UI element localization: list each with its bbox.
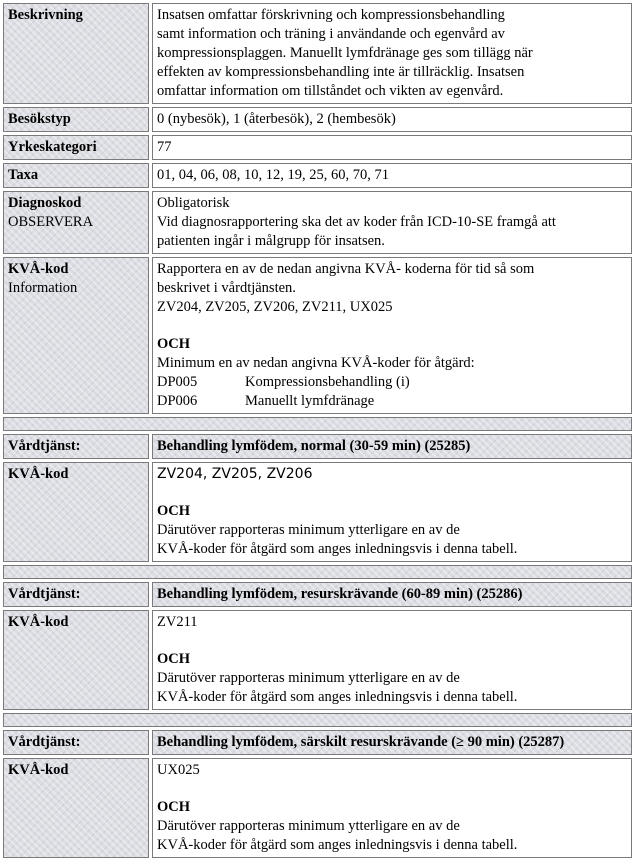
- beskrivning-label: Beskrivning: [3, 3, 149, 104]
- service-codes: ZV204, ZV205, ZV206: [157, 466, 313, 482]
- service-kva-row: [3, 610, 632, 710]
- service-title: Behandling lymfödem, resurskrävande (60-89 min) (25286): [152, 582, 632, 607]
- kva-info-och: OCH: [157, 336, 191, 352]
- service-kva-value: [152, 462, 632, 562]
- kva-info-och-text: Minimum en av nedan angivna KVÅ-koder för åtgärd:: [157, 355, 475, 371]
- kva-info-line: ZV204, ZV205, ZV206, ZV211, UX025: [157, 299, 393, 315]
- row-beskrivning: [3, 3, 632, 104]
- service-title: Behandling lymfödem, särskilt resurskrävande (≥ 90 min) (25287): [152, 730, 632, 755]
- service-och: OCH: [157, 651, 191, 667]
- besokstyp-value: 0 (nybesök), 1 (återbesök), 2 (hembesök): [152, 107, 632, 132]
- diagnoskod-title: Diagnoskod: [8, 195, 82, 211]
- service-kva-label: KVÅ-kod: [3, 610, 149, 710]
- service-line: Därutöver rapporteras minimum ytterligare en av de: [157, 522, 460, 538]
- yrkeskategori-value: 77: [152, 135, 632, 160]
- diagnoskod-line: patienten ingår i målgrupp för insatsen.: [157, 233, 385, 249]
- service-och: OCH: [157, 799, 191, 815]
- spacer-cell: [3, 417, 632, 431]
- service-och: OCH: [157, 503, 191, 519]
- service-kva-label: KVÅ-kod: [3, 758, 149, 858]
- row-kva-info: [3, 257, 632, 414]
- kva-info-label: [3, 257, 149, 414]
- service-kva-label: KVÅ-kod: [3, 462, 149, 562]
- service-label: Vårdtjänst:: [3, 434, 149, 459]
- beskrivning-line: effekten av kompressionsbehandling inte är tillräcklig. Insatsen: [157, 64, 525, 80]
- service-label: Vårdtjänst:: [3, 730, 149, 755]
- kva-info-line: Rapportera en av de nedan angivna KVÅ- koderna för tid så som: [157, 261, 535, 277]
- kva-info-title: KVÅ-kod: [8, 261, 69, 277]
- service-line: KVÅ-koder för åtgärd som anges inledningsvis i denna tabell.: [157, 541, 518, 557]
- service-codes: UX025: [157, 762, 200, 778]
- beskrivning-line: Insatsen omfattar förskrivning och kompressionsbehandling: [157, 7, 505, 23]
- row-besokstyp: [3, 107, 632, 132]
- besokstyp-label: Besökstyp: [3, 107, 149, 132]
- service-kva-row: [3, 758, 632, 858]
- beskrivning-line: samt information och träning i användande och egenvård av: [157, 26, 505, 42]
- service-header-row: [3, 730, 632, 755]
- beskrivning-line: omfattar information om tillståndet och vikten av egenvård.: [157, 83, 504, 99]
- yrkeskategori-label: Yrkeskategori: [3, 135, 149, 160]
- service-header-row: [3, 434, 632, 459]
- row-yrkeskategori: [3, 135, 632, 160]
- diagnoskod-line: Vid diagnosrapportering ska det av koder från ICD-10-SE framgå att: [157, 214, 556, 230]
- spacer-row: [3, 565, 632, 579]
- service-label: Vårdtjänst:: [3, 582, 149, 607]
- spacer-cell: [3, 565, 632, 579]
- kva-code-row: [157, 373, 627, 392]
- beskrivning-value: [152, 3, 632, 104]
- diagnoskod-label: [3, 191, 149, 254]
- row-diagnoskod: [3, 191, 632, 254]
- row-taxa: [3, 163, 632, 188]
- kva-code-row: [157, 392, 627, 411]
- service-codes: ZV211: [157, 614, 198, 630]
- kva-info-sublabel: Information: [8, 280, 78, 296]
- diagnoskod-line: Obligatorisk: [157, 195, 230, 211]
- kva-info-value: [152, 257, 632, 414]
- service-line: Därutöver rapporteras minimum ytterligare en av de: [157, 818, 460, 834]
- taxa-label: Taxa: [3, 163, 149, 188]
- beskrivning-line: kompressionsplaggen. Manuellt lymfdränage ges som tillägg när: [157, 45, 533, 61]
- kva-code-desc: Kompressionsbehandling (i): [245, 374, 410, 390]
- kva-code: DP006: [157, 393, 198, 409]
- spacer-row: [3, 417, 632, 431]
- kva-code: DP005: [157, 374, 198, 390]
- service-header-row: [3, 582, 632, 607]
- kva-code-desc: Manuellt lymfdränage: [245, 393, 375, 409]
- service-kva-value: [152, 610, 632, 710]
- service-line: Därutöver rapporteras minimum ytterligare en av de: [157, 670, 460, 686]
- diagnoskod-value: [152, 191, 632, 254]
- service-line: KVÅ-koder för åtgärd som anges inledningsvis i denna tabell.: [157, 837, 518, 853]
- service-kva-row: [3, 462, 632, 562]
- service-kva-value: [152, 758, 632, 858]
- spacer-cell: [3, 713, 632, 727]
- service-title: Behandling lymfödem, normal (30-59 min) (25285): [152, 434, 632, 459]
- taxa-value: 01, 04, 06, 08, 10, 12, 19, 25, 60, 70, 71: [152, 163, 632, 188]
- spacer-row: [3, 713, 632, 727]
- kva-info-line: beskrivet i vårdtjänsten.: [157, 280, 296, 296]
- diagnoskod-sublabel: OBSERVERA: [8, 214, 94, 230]
- service-line: KVÅ-koder för åtgärd som anges inledningsvis i denna tabell.: [157, 689, 518, 705]
